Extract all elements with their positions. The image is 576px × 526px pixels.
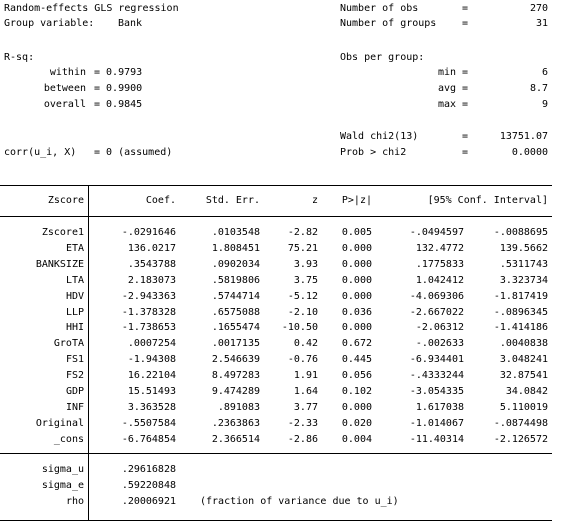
cell-p: 0.102 [341,386,372,397]
cell-variable: FS1 [65,354,84,365]
cell-std-err: .0902034 [211,259,260,270]
cell-std-err: .891083 [217,402,260,413]
cell-ci-high: 3.323734 [499,275,548,286]
cell-std-err: 2.366514 [211,434,260,445]
wald-eq: = [462,131,469,142]
cell-p: 0.020 [341,418,372,429]
nobs-label: Number of obs [340,3,419,14]
cell-ci-high: -2.126572 [493,434,548,445]
cell-variable: GDP [65,386,84,397]
cell-coef: 15.51493 [127,386,176,397]
table-sigma-rule [0,453,552,454]
cell-coef: -1.738653 [121,322,176,333]
obs-avg-eq: = [462,83,469,94]
corr-label: corr(u_i, X) [4,147,77,158]
cell-p: 0.056 [341,370,372,381]
col-header-z: z [311,195,318,206]
corr-value: = 0 (assumed) [94,147,173,158]
cell-std-err: .0103548 [211,227,260,238]
cell-z: -5.12 [287,291,318,302]
rsq-within-value: = 0.9793 [94,67,143,78]
cell-coef: -2.943363 [121,291,176,302]
cell-z: -2.82 [287,227,318,238]
cell-ci-low: -1.014067 [409,418,464,429]
rsq-between-value: = 0.9900 [94,83,143,94]
obs-avg-label: avg [437,83,456,94]
cell-ci-low: -2.06312 [415,322,464,333]
cell-p: 0.672 [341,338,372,349]
cell-z: 3.77 [293,402,318,413]
cell-variable: HDV [65,291,84,302]
sigma-note: (fraction of variance due to u_i) [200,496,399,507]
obs-max-label: max [437,99,456,110]
cell-z: 75.21 [287,243,318,254]
obs-avg-value: 8.7 [529,83,548,94]
sigma-value: .20006921 [121,496,176,507]
cell-z: 3.93 [293,259,318,270]
cell-p: 0.000 [341,243,372,254]
wald-label: Wald chi2(13) [340,131,419,142]
cell-ci-high: 34.0842 [505,386,548,397]
cell-p: 0.000 [341,402,372,413]
cell-ci-low: .1775833 [415,259,464,270]
cell-ci-low: -6.934401 [409,354,464,365]
ngroups-eq: = [462,18,469,29]
table-column-separator [88,185,89,521]
rsq-overall-label: overall [43,99,86,110]
group-variable-value: Bank [118,18,143,29]
cell-ci-high: .0040838 [499,338,548,349]
cell-ci-high: -.0088695 [493,227,548,238]
cell-std-err: 9.474289 [211,386,260,397]
obs-min-value: 6 [541,67,548,78]
sigma-value: .59220848 [121,480,176,491]
table-header-rule [0,216,552,217]
cell-variable: GroTA [53,338,84,349]
cell-variable: BANKSIZE [35,259,84,270]
cell-coef: -.5507584 [121,418,176,429]
rsq-between-label: between [43,83,86,94]
cell-std-err: .6575088 [211,307,260,318]
prob-chi2-value: 0.0000 [511,147,548,158]
cell-ci-high: 3.048241 [499,354,548,365]
cell-variable: HHI [65,322,84,333]
cell-ci-high: 139.5662 [499,243,548,254]
cell-variable: Zscore1 [41,227,84,238]
cell-ci-low: 132.4772 [415,243,464,254]
cell-variable: LTA [65,275,84,286]
cell-p: 0.036 [341,307,372,318]
cell-p: 0.000 [341,322,372,333]
cell-z: -2.33 [287,418,318,429]
cell-coef: 136.0217 [127,243,176,254]
cell-ci-low: -.4333244 [409,370,464,381]
sigma-label: rho [65,496,84,507]
cell-variable: ETA [65,243,84,254]
cell-std-err: .0017135 [211,338,260,349]
cell-z: -10.50 [281,322,318,333]
nobs-eq: = [462,3,469,14]
cell-p: 0.445 [341,354,372,365]
prob-chi2-label: Prob > chi2 [340,147,407,158]
cell-z: 1.64 [293,386,318,397]
cell-p: 0.000 [341,275,372,286]
cell-z: -0.76 [287,354,318,365]
cell-p: 0.005 [341,227,372,238]
cell-std-err: .1655474 [211,322,260,333]
cell-std-err: 2.546639 [211,354,260,365]
cell-ci-low: -2.667022 [409,307,464,318]
cell-variable: LLP [65,307,84,318]
cell-ci-high: -1.414186 [493,322,548,333]
cell-coef: 3.363528 [127,402,176,413]
obs-min-eq: = [462,67,469,78]
sigma-label: sigma_e [41,480,84,491]
cell-ci-high: -.0874498 [493,418,548,429]
cell-variable: FS2 [65,370,84,381]
cell-variable: _cons [53,434,84,445]
cell-std-err: 8.497283 [211,370,260,381]
wald-value: 13751.07 [499,131,548,142]
cell-ci-high: -1.817419 [493,291,548,302]
cell-coef: .0007254 [127,338,176,349]
cell-coef: 2.183073 [127,275,176,286]
cell-coef: -1.94308 [127,354,176,365]
cell-ci-low: -.002633 [415,338,464,349]
cell-z: 1.91 [293,370,318,381]
cell-ci-high: -.0896345 [493,307,548,318]
col-header-p: P>|z| [341,195,372,206]
col-header-coef: Coef. [145,195,176,206]
regression-title: Random-effects GLS regression [4,3,179,14]
cell-coef: 16.22104 [127,370,176,381]
cell-z: -2.86 [287,434,318,445]
group-variable-label: Group variable: [4,18,95,29]
cell-coef: -6.764854 [121,434,176,445]
obs-min-label: min [437,67,456,78]
cell-ci-high: 32.87541 [499,370,548,381]
cell-coef: -.0291646 [121,227,176,238]
ngroups-label: Number of groups [340,18,437,29]
cell-variable: INF [65,402,84,413]
cell-std-err: .5819806 [211,275,260,286]
table-top-rule [0,185,552,186]
cell-std-err: .5744714 [211,291,260,302]
rsq-within-label: within [49,67,86,78]
obs-per-group-label: Obs per group: [340,52,425,63]
col-header-depvar: Zscore [47,195,84,206]
cell-p: 0.004 [341,434,372,445]
cell-p: 0.000 [341,259,372,270]
cell-ci-high: .5311743 [499,259,548,270]
obs-max-eq: = [462,99,469,110]
rsq-label: R-sq: [4,52,35,63]
cell-ci-low: 1.042412 [415,275,464,286]
cell-z: 0.42 [293,338,318,349]
table-bottom-rule [0,520,552,521]
cell-ci-low: -.0494597 [409,227,464,238]
cell-variable: Original [35,418,84,429]
cell-coef: .3543788 [127,259,176,270]
sigma-label: sigma_u [41,464,84,475]
rsq-overall-value: = 0.9845 [94,99,143,110]
cell-std-err: .2363863 [211,418,260,429]
cell-z: -2.10 [287,307,318,318]
sigma-value: .29616828 [121,464,176,475]
cell-ci-low: 1.617038 [415,402,464,413]
cell-ci-high: 5.110019 [499,402,548,413]
cell-std-err: 1.808451 [211,243,260,254]
cell-p: 0.000 [341,291,372,302]
cell-ci-low: -11.40314 [409,434,464,445]
cell-coef: -1.378328 [121,307,176,318]
cell-z: 3.75 [293,275,318,286]
nobs-value: 270 [529,3,548,14]
cell-ci-low: -4.069306 [409,291,464,302]
col-header-conf-interval: [95% Conf. Interval] [427,195,548,206]
ngroups-value: 31 [535,18,548,29]
obs-max-value: 9 [541,99,548,110]
prob-chi2-eq: = [462,147,469,158]
col-header-std-err: Std. Err. [205,195,260,206]
cell-ci-low: -3.054335 [409,386,464,397]
